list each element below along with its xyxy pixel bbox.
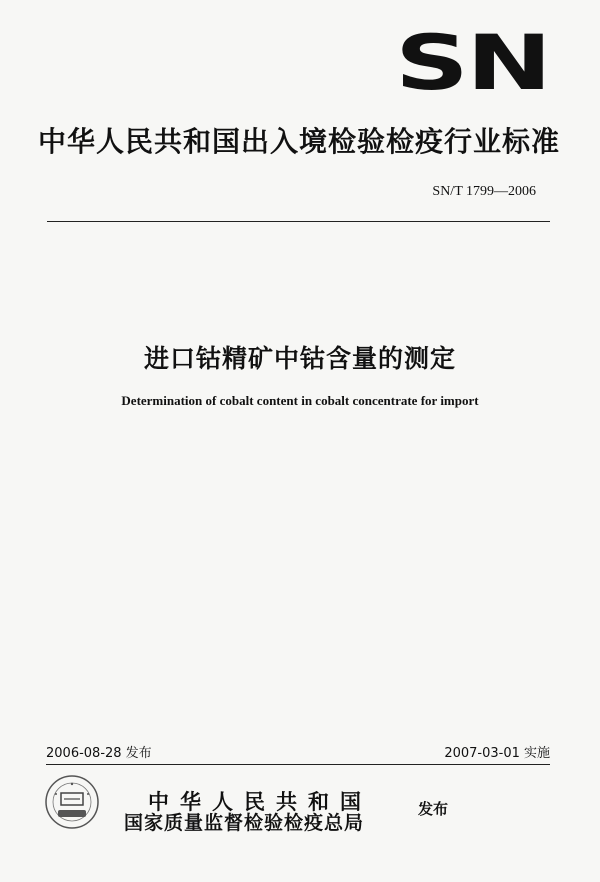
publish-label: 发布 — [418, 800, 449, 818]
standard-code: SN/T 1799—2006 — [432, 184, 536, 199]
issue-date: 2006-08-28 发布 — [46, 746, 152, 761]
chinese-title: 进口钴精矿中钴含量的测定 — [143, 344, 456, 373]
sn-logo: SN — [395, 18, 550, 107]
issuer-country: 中华人民共和国 — [148, 790, 372, 814]
top-divider — [47, 221, 550, 222]
issuer-agency: 国家质量监督检验检疫总局 — [124, 812, 365, 834]
implementation-date: 2007-03-01 实施 — [444, 746, 550, 761]
official-seal-icon — [44, 774, 100, 830]
bottom-divider — [46, 764, 550, 765]
english-title: Determination of cobalt content in cobalt concentrate for import — [121, 393, 479, 408]
organization-title: 中华人民共和国出入境检验检疫行业标准 — [38, 125, 561, 158]
